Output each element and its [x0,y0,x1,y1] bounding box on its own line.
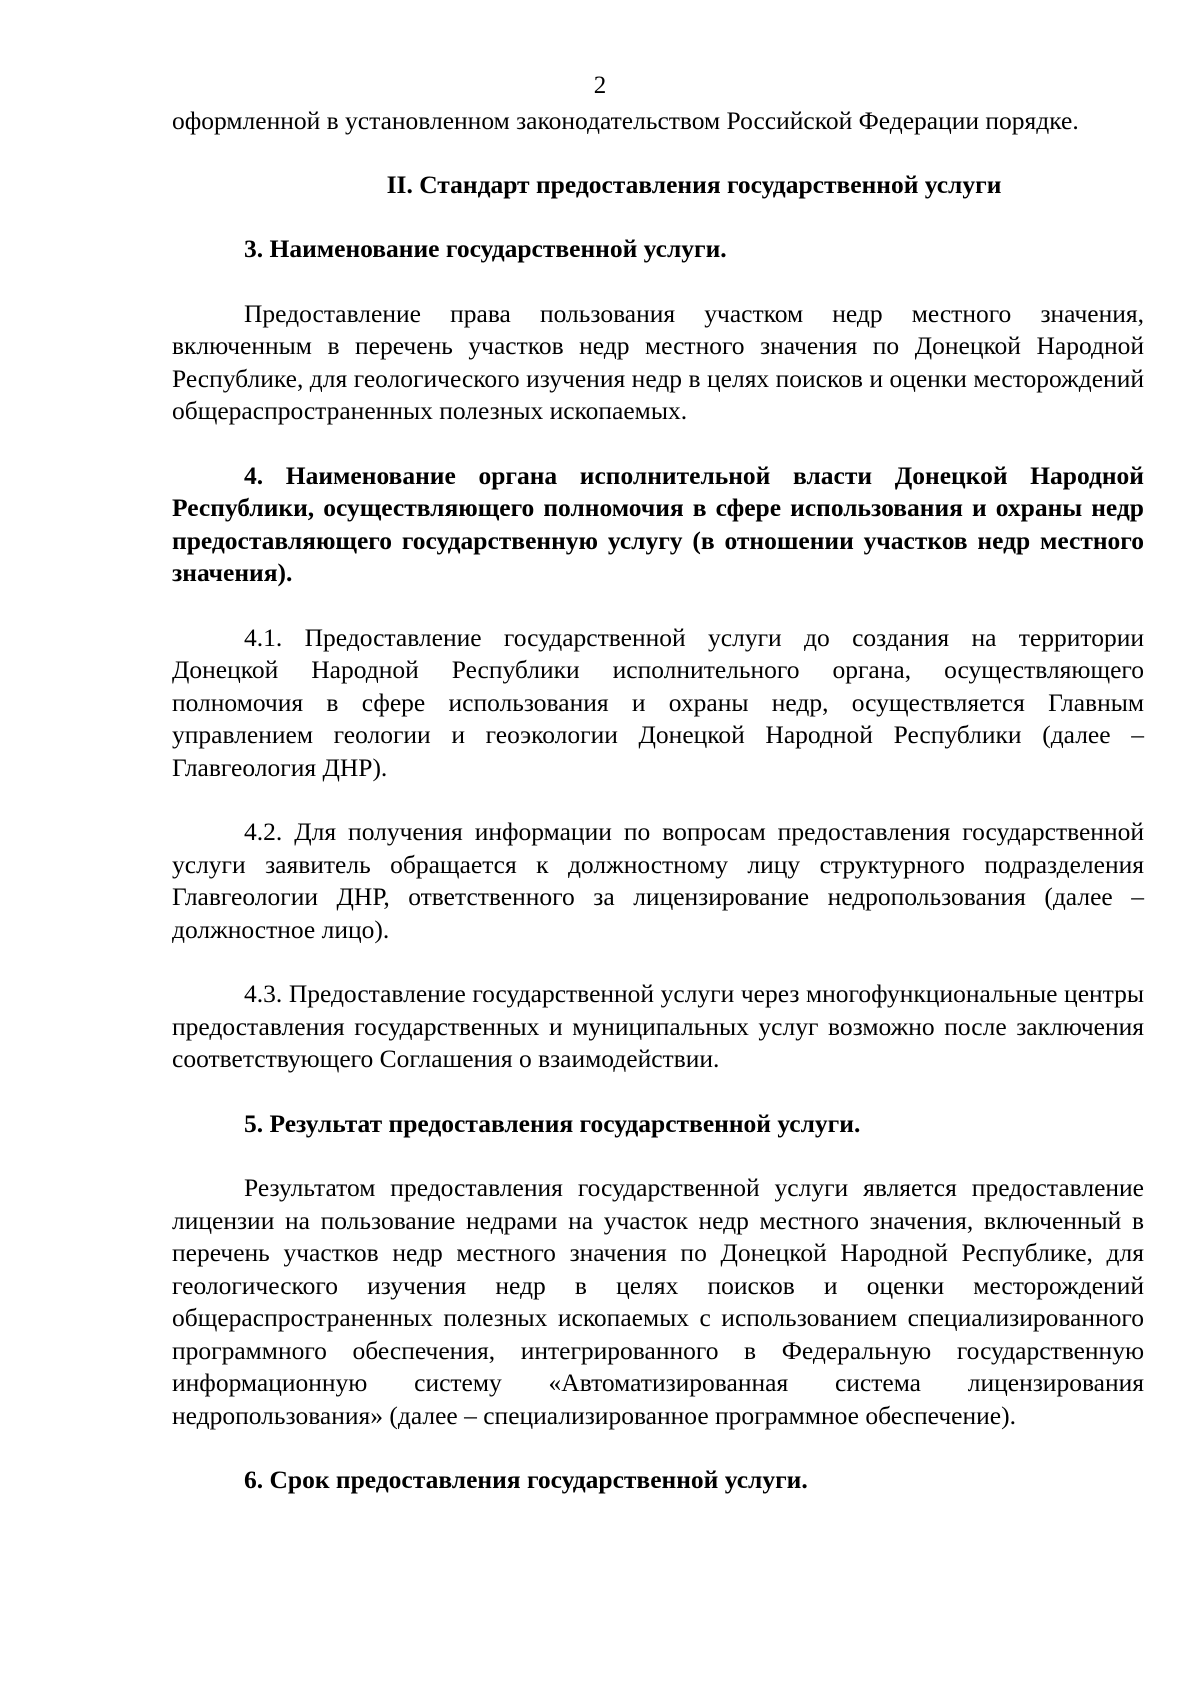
paragraph-item-5: Результатом предоставления государственной услуги является предоставление лицензии на пользование недрами на участок недр местного значения, включенный в перечень участков недр местного значения по Донецкой Народной Республике, для геологического изучения недр в целях поисков и оценки месторождений общераспространенных полезных ископаемых с использованием специализированного программного обеспечения, интегрированного в Федеральную государственную информационную систему «Автоматизированная система лицензирования недропользования» (далее – специализированное программное обеспечение). [172,1173,1144,1430]
heading-item-5: 5. Результат предоставления государственной услуги. [244,1108,861,1138]
heading-item-6: 6. Срок предоставления государственной услуги. [244,1465,808,1494]
heading-item-3: 3. Наименование государственной услуги. [244,234,727,263]
section-title: II. Стандарт предоставления государственной услуги [386,169,1002,199]
heading-item-4: 4. Наименование органа исполнительной власти Донецкой Народной Республики, осуществляющего полномочия в сфере использования и охраны недр предоставляющего государственную услугу (в отношении участков недр местного значения). [172,460,1144,587]
document-body [172,105,1144,1497]
paragraph-item-4-3: 4.3. Предоставление государственной услуги через многофункциональные центры предоставления государственных и муниципальных услуг возможно после заключения соответствующего Соглашения о взаимодействии. [172,979,1144,1073]
page-number: 2 [593,72,607,99]
continued-paragraph: оформленной в установленном законодательством Российской Федерации порядке. [172,106,1079,135]
paragraph-item-4-1: 4.1. Предоставление государственной услуги до создания на территории Донецкой Народной Республики исполнительного органа, осуществляющего полномочия в сфере использования и охраны недр, осуществляется Главным управлением геологии и геоэкологии Донецкой Народной Республики (далее – Главгеология ДНР). [172,622,1144,782]
paragraph-item-4-2: 4.2. Для получения информации по вопросам предоставления государственной услуги заявитель обращается к должностному лицу структурного подразделения Главгеологии ДНР, ответственного за лицензирование недропользования (далее – должностное лицо). [172,817,1144,944]
paragraph-item-3: Предоставление права пользования участком недр местного значения, включенным в перечень участков недр местного значения по Донецкой Народной Республике, для геологического изучения недр в целях поисков и оценки месторождений общераспространенных полезных ископаемых. [172,298,1144,425]
